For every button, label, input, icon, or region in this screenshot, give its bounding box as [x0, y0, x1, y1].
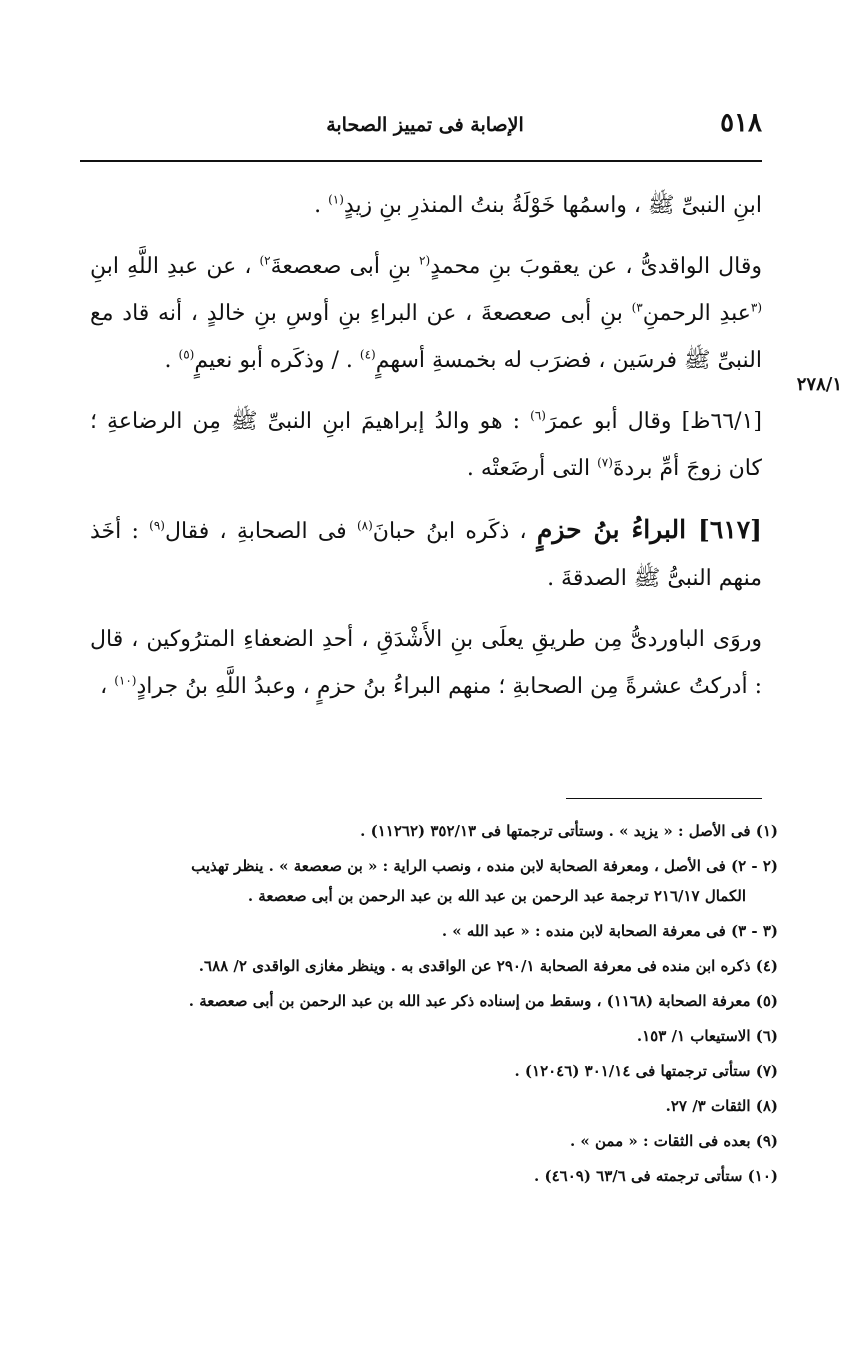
footnote-rule	[566, 798, 762, 799]
running-title: الإصابة فى تمييز الصحابة	[326, 114, 524, 136]
footnote-5: (٥) معرفة الصحابة (١١٦٨) ، وسقط من إسناده ذكر عبد الله بن عبد الرحمن بن أبى صعصعة .	[188, 992, 778, 1010]
footnote-ref: (٤)	[359, 347, 376, 362]
footnote-ref: (٣	[750, 300, 762, 315]
footnote-ref: (٢	[419, 253, 431, 268]
page-number: ٥١٨	[720, 108, 762, 138]
paragraph-1: ابنِ النبىِّ ﷺ ، واسمُها خَوْلَةُ بنتُ المنذرِ بنِ زيدٍ$^{(١)}$ .	[314, 192, 762, 218]
paragraph-3: [٦٦/١ظ] وقال أبو عمرَ$^{(٦)}$ : هو والدُ إبراهيمَ ابنِ النبىِّ ﷺ مِن الرضاعةِ ؛ كان زوجَ أمِّ بردةَ$^{(٧)}$ التى أرضَعتْه .	[90, 408, 762, 481]
footnote-ref: (٦)	[530, 408, 546, 423]
footnote-8: (٨) الثقات ٣/ ٢٧.	[665, 1097, 778, 1115]
entry-heading: [٦١٧] البراءُ بنُ حزمٍ	[536, 515, 762, 544]
footnote-3: (٣ - ٣) فى معرفة الصحابة لابن منده : « عبد الله » .	[441, 922, 778, 940]
footnote-ref: ٣)	[631, 300, 643, 315]
paragraph-2: وقال الواقدىُّ ، عن يعقوبَ بنِ محمدٍ$^{(٢}$ بنِ أبى صعصعةَ$^{٢)}$ ، عن عبدِ اللَّهِ ابنِ $^{(٣}$عبدِ الرحمنِ$^{٣)}$ بنِ أبى صعصعةَ ، عن البراءِ بنِ أوسِ بنِ خالدٍ ، أنه قاد مع النبىِّ ﷺ فرسَين ، فضرَب له بخمسةِ أسهمٍ$^{(٤)}$ . / وذكَره أبو نعيمٍ$^{(٥)}$ .	[90, 253, 763, 373]
footnote-7: (٧) ستأتى ترجمتها فى ٣٠١/١٤ (١٢٠٤٦) .	[514, 1062, 778, 1080]
footnote-1: (١) فى الأصل : « يزيد » . وستأتى ترجمتها فى ٣٥٢/١٣ (١١٢٦٢) .	[360, 822, 778, 840]
footnote-2: (٢ - ٢) فى الأصل ، ومعرفة الصحابة لابن منده ، ونصب الراية : « بن صعصعة » . ينظر تهذيب	[191, 857, 778, 875]
footnote-ref: (٧)	[597, 455, 613, 470]
margin-note: ٢٧٨/١	[796, 374, 842, 395]
footnote-4: (٤) ذكره ابن منده فى معرفة الصحابة ٢٩٠/١ عن الواقدى به . وينظر مغازى الواقدى ٢/ ٦٨٨.	[198, 957, 778, 975]
page-header	[80, 108, 770, 148]
paragraph-5: وروَى الباوردىُّ مِن طريقِ يعلَى بنِ الأَشْدَقِ ، أحدِ الضعفاءِ المترُوكين ، قال : أدركتُ عشرةً مِن الصحابةِ ؛ منهم البراءُ بنُ حزمٍ ، وعبدُ اللَّهِ بنُ جرادٍ$^{(١٠)}$ ،	[90, 627, 762, 699]
footnote-ref: (٥)	[178, 347, 195, 362]
footnote-9: (٩) بعده فى الثقات : « ممن » .	[569, 1132, 778, 1150]
footnote-2-continued: الكمال ٢١٦/١٧ ترجمة عبد الرحمن بن عبد الله بن عبد الرحمن بن أبى صعصعة .	[247, 887, 746, 905]
footnote-ref: (٨)	[356, 518, 373, 533]
footnote-ref: (١٠)	[114, 673, 137, 688]
footnote-ref: ٢)	[259, 253, 271, 268]
footnote-ref: (١)	[328, 192, 344, 207]
footnote-ref: (٩)	[149, 518, 165, 533]
footnote-10: (١٠) ستأتى ترجمته فى ٦٣/٦ (٤٦٠٩) .	[534, 1167, 778, 1185]
main-text	[90, 182, 762, 724]
footnote-6: (٦) الاستيعاب ١/ ١٥٣.	[636, 1027, 778, 1045]
header-rule	[80, 160, 762, 162]
entry-617: [٦١٧] البراءُ بنُ حزمٍ ، ذكَره ابنُ حبانَ$^{(٨)}$ فى الصحابةِ ، فقال$^{(٩)}$ : أخَذ منهم النبىُّ ﷺ الصدقةَ .	[90, 515, 762, 591]
footnotes	[86, 816, 778, 1196]
